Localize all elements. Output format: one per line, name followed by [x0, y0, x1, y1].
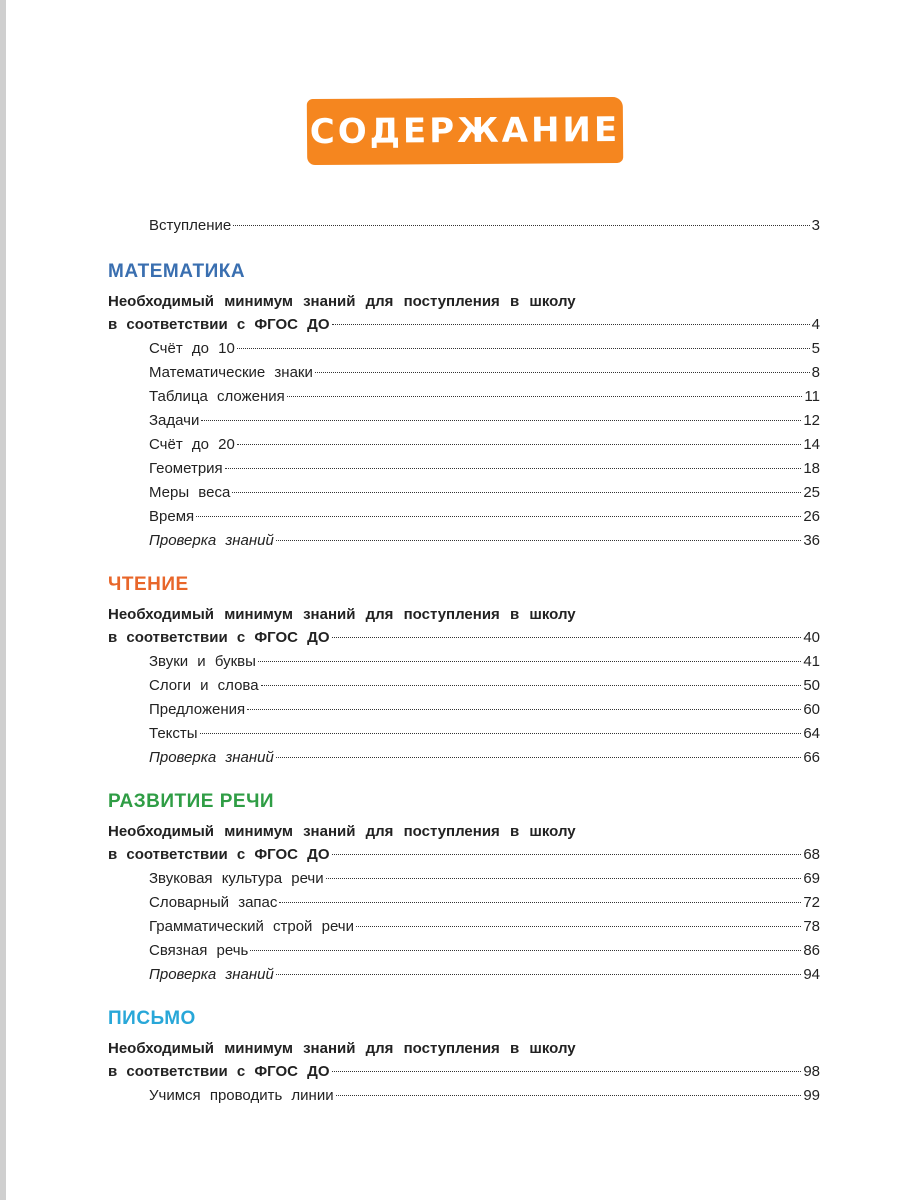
toc-page-number: 18 [803, 460, 820, 477]
requirements-heading: Необходимый минимум знаний для поступления в школу [108, 293, 576, 310]
dot-leader [332, 324, 810, 325]
toc-entry-label: в соответствии с ФГОС ДО [108, 629, 330, 646]
toc-page-number: 94 [803, 966, 820, 983]
toc-page-number: 98 [803, 1063, 820, 1080]
toc-entry[interactable] [108, 891, 820, 915]
toc-page-number: 72 [803, 894, 820, 911]
toc-page-number: 14 [803, 436, 820, 453]
toc-section [108, 258, 820, 553]
toc-entry[interactable] [108, 650, 820, 674]
dot-leader [332, 637, 802, 638]
toc-page-number: 68 [803, 846, 820, 863]
dot-leader [232, 492, 801, 493]
toc-page-number: 40 [803, 629, 820, 646]
dot-leader [276, 974, 801, 975]
toc-entry-label: Вступление [149, 217, 232, 234]
toc-entry-label: Словарный запас [149, 894, 278, 911]
toc-entry-label: в соответствии с ФГОС ДО [108, 316, 330, 333]
toc-page-number: 11 [804, 388, 820, 405]
toc-entry-label: Геометрия [149, 460, 223, 477]
toc-page-number: 64 [803, 725, 820, 742]
section-heading: ПИСЬМО [108, 1008, 196, 1029]
toc-entry[interactable] [108, 698, 820, 722]
dot-leader [250, 950, 801, 951]
toc-page-number: 25 [803, 484, 820, 501]
requirements-heading: Необходимый минимум знаний для поступления в школу [108, 606, 576, 623]
toc-entry[interactable] [108, 915, 820, 939]
toc-page-number: 66 [803, 749, 820, 766]
toc-entry[interactable] [108, 433, 820, 457]
dot-leader [261, 685, 802, 686]
toc-entry-label: Счёт до 10 [149, 340, 235, 357]
toc-entry[interactable] [108, 385, 820, 409]
dot-leader [247, 709, 801, 710]
toc-page-number: 4 [811, 316, 820, 333]
toc-page-number: 12 [803, 412, 820, 429]
toc-entry[interactable] [108, 1084, 820, 1108]
requirements-heading: Необходимый минимум знаний для поступления в школу [108, 1040, 576, 1057]
page-edge-divider [0, 0, 6, 1200]
toc-entry-label: Меры веса [149, 484, 231, 501]
page-title: СОДЕРЖАНИЕ [309, 109, 621, 153]
toc-entry[interactable] [108, 867, 820, 891]
toc-section [108, 1005, 820, 1108]
toc-entry-label: Слоги и слова [149, 677, 259, 694]
toc-entry[interactable] [108, 529, 820, 553]
toc-entry-label: Предложения [149, 701, 246, 718]
toc-entry[interactable] [108, 361, 820, 385]
dot-leader [258, 661, 801, 662]
dot-leader [196, 516, 801, 517]
dot-leader [336, 1095, 802, 1096]
toc-entry-requirements[interactable] [108, 313, 820, 337]
toc-entry-label: Грамматический строй речи [149, 918, 354, 935]
toc-entry-label: Таблица сложения [149, 388, 285, 405]
toc-page-number: 8 [811, 364, 820, 381]
toc-page-number: 26 [803, 508, 820, 525]
toc-entry-requirements[interactable] [108, 1060, 820, 1084]
toc-entry-label: в соответствии с ФГОС ДО [108, 846, 330, 863]
requirements-heading: Необходимый минимум знаний для поступления в школу [108, 823, 576, 840]
toc-entry[interactable] [108, 674, 820, 698]
toc-sections [108, 258, 820, 1108]
toc-page-number: 5 [811, 340, 820, 357]
dot-leader [237, 348, 810, 349]
dot-leader [200, 733, 802, 734]
dot-leader [279, 902, 801, 903]
toc-page-number: 41 [803, 653, 820, 670]
toc-page-number: 60 [803, 701, 820, 718]
toc-section [108, 788, 820, 987]
toc-entry[interactable] [108, 505, 820, 529]
dot-leader [287, 396, 803, 397]
toc-entry-label: Проверка знаний [149, 749, 274, 766]
toc-entry-label: Время [149, 508, 195, 525]
toc-entry-label: Проверка знаний [149, 966, 274, 983]
toc-entry[interactable] [108, 722, 820, 746]
toc-page-number: 69 [803, 870, 820, 887]
dot-leader [225, 468, 802, 469]
toc-page-number: 99 [803, 1087, 820, 1104]
toc-entry-label: Задачи [149, 412, 200, 429]
toc-page-number: 3 [811, 217, 820, 234]
toc-page-number: 78 [803, 918, 820, 935]
toc-page-number: 86 [803, 942, 820, 959]
dot-leader [332, 1071, 802, 1072]
toc-entry-label: в соответствии с ФГОС ДО [108, 1063, 330, 1080]
section-heading: ЧТЕНИЕ [108, 574, 189, 595]
dot-leader [233, 225, 809, 226]
dot-leader [201, 420, 801, 421]
toc-entry[interactable] [108, 963, 820, 987]
dot-leader [332, 854, 802, 855]
toc-entry-label: Связная речь [149, 942, 249, 959]
toc-entry-label: Математические знаки [149, 364, 313, 381]
toc-entry[interactable] [108, 337, 820, 361]
toc-entry[interactable] [108, 409, 820, 433]
dot-leader [276, 540, 801, 541]
table-of-contents [108, 214, 820, 1108]
toc-entry[interactable] [108, 481, 820, 505]
dot-leader [237, 444, 802, 445]
toc-entry[interactable] [108, 457, 820, 481]
section-heading: МАТЕМАТИКА [108, 261, 246, 282]
toc-entry-label: Звуки и буквы [149, 653, 256, 670]
toc-entry-requirements[interactable] [108, 626, 820, 650]
toc-entry-intro[interactable] [108, 214, 820, 238]
toc-page-number: 50 [803, 677, 820, 694]
toc-entry-label: Тексты [149, 725, 198, 742]
toc-page-number: 36 [803, 532, 820, 549]
toc-entry-label: Проверка знаний [149, 532, 274, 549]
dot-leader [276, 757, 801, 758]
toc-entry-label: Счёт до 20 [149, 436, 235, 453]
toc-entry[interactable] [108, 939, 820, 963]
dot-leader [356, 926, 801, 927]
toc-entry-label: Звуковая культура речи [149, 870, 324, 887]
toc-entry[interactable] [108, 746, 820, 770]
dot-leader [315, 372, 810, 373]
section-heading: РАЗВИТИЕ РЕЧИ [108, 791, 275, 812]
title-banner [307, 97, 623, 165]
toc-section [108, 571, 820, 770]
toc-entry-label: Учимся проводить линии [149, 1087, 334, 1104]
toc-entry-requirements[interactable] [108, 843, 820, 867]
dot-leader [326, 878, 802, 879]
